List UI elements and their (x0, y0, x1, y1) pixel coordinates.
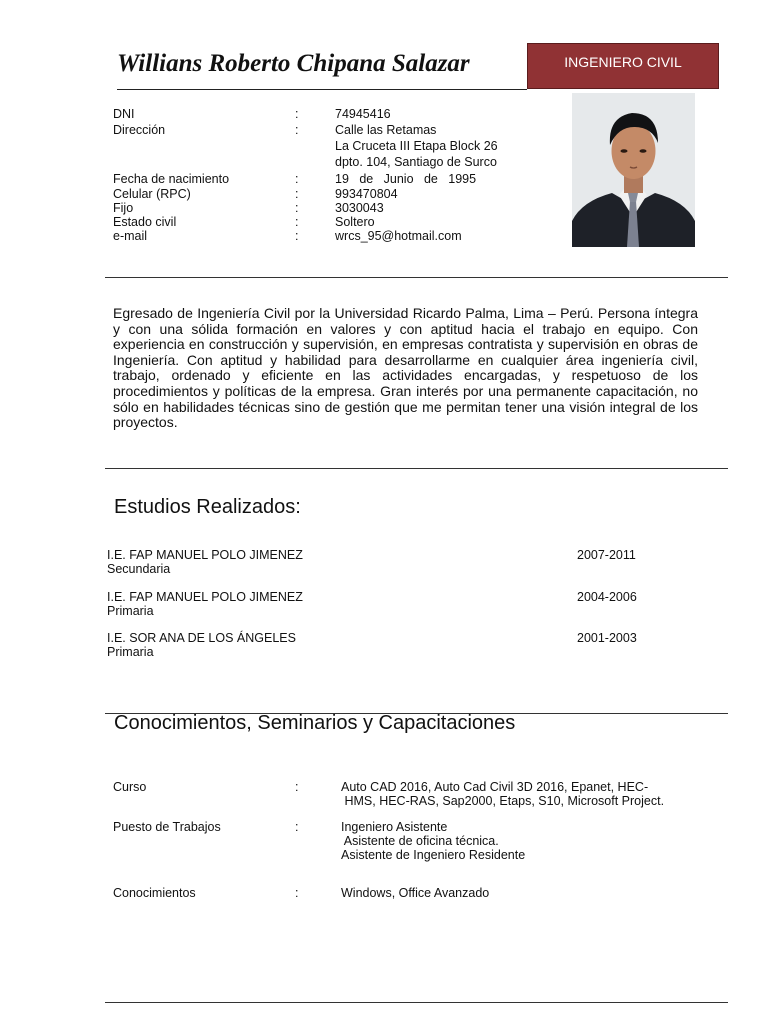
label-dni: DNI (113, 107, 135, 121)
value-mobile: 993470804 (335, 187, 398, 201)
value-email[interactable]: wrcs_95@hotmail.com (335, 229, 462, 243)
separator: : (295, 886, 299, 900)
label-email: e-mail (113, 229, 148, 243)
divider (105, 277, 728, 278)
education-years: 2007-2011 (577, 548, 636, 562)
separator: : (295, 107, 299, 121)
separator: : (295, 820, 299, 834)
value-address-line1: Calle las Retamas (335, 123, 437, 137)
education-title: Estudios Realizados: (114, 496, 301, 518)
value-birthdate: 19 de Junio de 1995 (335, 172, 477, 186)
label-mobile: Celular (RPC) (113, 187, 191, 201)
knowledge-title: Conocimientos, Seminarios y Capacitaciones (114, 712, 516, 734)
separator: : (295, 780, 299, 794)
separator: : (295, 123, 299, 137)
knowledge-label-jobs: Puesto de Trabajos (113, 820, 221, 834)
label-landline: Fijo (113, 201, 134, 215)
knowledge-label-skills: Conocimientos (113, 886, 196, 900)
education-institution: I.E. FAP MANUEL POLO JIMENEZ (107, 590, 303, 604)
separator: : (295, 229, 299, 243)
value-landline: 3030043 (335, 201, 384, 215)
name-underline (117, 89, 527, 90)
knowledge-value-line: Auto CAD 2016, Auto Cad Civil 3D 2016, Epanet, HEC- (341, 780, 649, 794)
separator: : (295, 215, 299, 229)
knowledge-value-line: HMS, HEC-RAS, Sap2000, Etaps, S10, Microsoft Project. (341, 794, 665, 808)
person-portrait-icon (572, 93, 695, 247)
education-years: 2001-2003 (577, 631, 637, 645)
separator: : (295, 187, 299, 201)
label-address: Dirección (113, 123, 166, 137)
candidate-name: Willians Roberto Chipana Salazar (117, 50, 470, 77)
value-dni: 74945416 (335, 107, 391, 121)
education-years: 2004-2006 (577, 590, 637, 604)
divider (105, 1002, 728, 1003)
label-birthdate: Fecha de nacimiento (113, 172, 230, 186)
knowledge-label-course: Curso (113, 780, 147, 794)
education-level: Secundaria (107, 562, 171, 576)
label-marital-status: Estado civil (113, 215, 177, 229)
separator: : (295, 172, 299, 186)
profile-photo (572, 93, 695, 247)
education-institution: I.E. FAP MANUEL POLO JIMENEZ (107, 548, 303, 562)
knowledge-value-line: Asistente de oficina técnica. (341, 834, 499, 848)
knowledge-value-line: Ingeniero Asistente (341, 820, 448, 834)
profession-badge (527, 43, 719, 89)
knowledge-value-line: Asistente de Ingeniero Residente (341, 848, 526, 862)
knowledge-value-line: Windows, Office Avanzado (341, 886, 490, 900)
value-address-line2: La Cruceta III Etapa Block 26 (335, 139, 498, 153)
value-address-line3: dpto. 104, Santiago de Surco (335, 155, 497, 169)
education-institution: I.E. SOR ANA DE LOS ÁNGELES (107, 631, 296, 645)
education-level: Primaria (107, 645, 154, 659)
profession-label: INGENIERO CIVIL (564, 54, 682, 70)
divider (105, 468, 728, 469)
value-marital-status: Soltero (335, 215, 375, 229)
profile-summary: Egresado de Ingeniería Civil por la Universidad Ricardo Palma, Lima – Perú. Persona íntegra y con una sólida formación en valores y con aptitud hacia el trabajo en equipo. Con experiencia en construcción y supervisión, en empresas contratista y supervisión en obras de Ingeniería. Con aptitud y habilidad para desarrollarme en cualquier área ingeniería civil, trabajo, ordenado y eficiente en las actividades encargadas, y respetuoso de los procedimientos y políticas de la empresa. Gran interés por una permanente capacitación, no sólo en habilidades técnicas sino de gestión que me permitan tener una visión integral de los proyectos. (113, 305, 698, 431)
education-level: Primaria (107, 604, 154, 618)
separator: : (295, 201, 299, 215)
